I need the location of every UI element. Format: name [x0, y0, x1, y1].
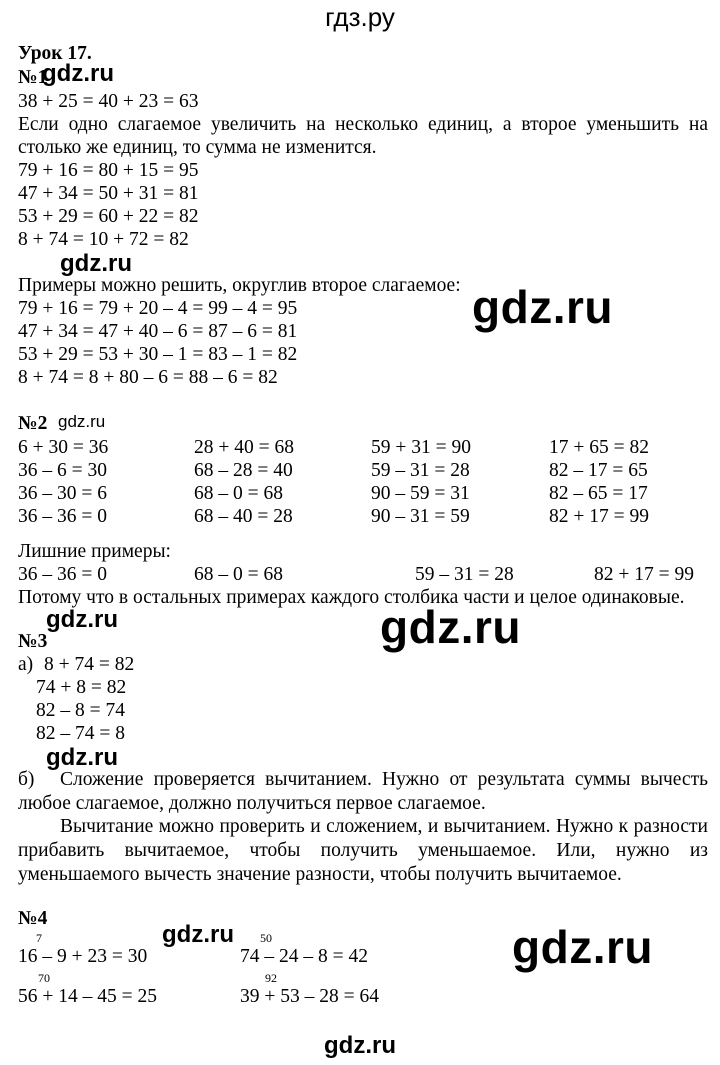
task1-example: 53 + 29 = 60 + 22 = 82 — [18, 206, 199, 227]
task4-number: №4 — [18, 908, 48, 929]
task2-reason: Потому что в остальных примерах каждого столбика части и целое одинаковые. — [18, 587, 685, 608]
task2-cell: 59 – 31 = 28 — [371, 460, 470, 481]
task4-sup: 50 — [260, 931, 272, 945]
task3-a-line: 8 + 74 = 82 — [44, 654, 135, 675]
task1-rule-line1: Если одно слагаемое увеличить на несколько единиц, а второе уменьшить на — [18, 114, 708, 135]
task1-example: 8 + 74 = 10 + 72 = 82 — [18, 229, 189, 250]
task1-rounded: 79 + 16 = 79 + 20 – 4 = 99 – 4 = 95 — [18, 298, 298, 319]
task2-cell: 36 – 6 = 30 — [18, 460, 107, 481]
task1-example: 47 + 34 = 50 + 31 = 81 — [18, 183, 199, 204]
task1-rounded: 47 + 34 = 47 + 40 – 6 = 87 – 6 = 81 — [18, 321, 298, 342]
task3-b-para2: Вычитание можно проверить и сложением, и вычитанием. Нужно к разности прибавить вычитаемое, чтобы получить уменьшаемое. Или, нужно из уменьшаемого вычесть значение разности, чтобы получить вычитаемое. — [18, 816, 708, 885]
watermark: gdz.ru — [42, 60, 114, 87]
task4-expr: 16 – 9 + 23 = 30 — [18, 946, 148, 967]
task1-example: 79 + 16 = 80 + 15 = 95 — [18, 160, 199, 181]
task2-cell: 68 – 40 = 28 — [194, 506, 293, 527]
task4-expr: 56 + 14 – 45 = 25 — [18, 986, 157, 1007]
task2-cell: 68 – 28 = 40 — [194, 460, 293, 481]
task2-cell: 82 – 65 = 17 — [549, 483, 648, 504]
task3-a-line: 82 – 8 = 74 — [36, 700, 125, 721]
task2-extra: 36 – 36 = 0 — [18, 564, 107, 585]
task3-a-line: 74 + 8 = 82 — [36, 677, 127, 698]
task3-number: №3 — [18, 631, 48, 652]
task2-cell: 17 + 65 = 82 — [549, 437, 649, 458]
watermark-footer: gdz.ru — [324, 1032, 396, 1059]
task2-cell: 28 + 40 = 68 — [194, 437, 294, 458]
task2-cell: 82 + 17 = 99 — [549, 506, 649, 527]
watermark-large: gdz.ru — [472, 281, 613, 333]
task2-cell: 59 + 31 = 90 — [371, 437, 471, 458]
task4-sup: 7 — [36, 931, 42, 945]
task1-rule-line2: столько же единиц, то сумма не изменится. — [18, 137, 377, 158]
watermark: gdz.ru — [162, 921, 234, 948]
task1-rounded: 53 + 29 = 53 + 30 – 1 = 83 – 1 = 82 — [18, 344, 298, 365]
task4-sup: 70 — [38, 971, 50, 985]
task2-extra: 82 + 17 = 99 — [594, 564, 694, 585]
task2-cell: 68 – 0 = 68 — [194, 483, 283, 504]
watermark-tiny: gdz.ru — [58, 412, 106, 431]
task2-number: №2 — [18, 413, 48, 434]
watermark-large: gdz.ru — [380, 601, 521, 653]
task2-extra-label: Лишние примеры: — [18, 541, 171, 562]
task3-b-label: б) — [18, 769, 35, 790]
lesson-title: Урок 17. — [18, 43, 92, 64]
task1-note: Примеры можно решить, округлив второе слагаемое: — [18, 275, 461, 296]
task3-b-para1: Сложение проверяется вычитанием. Нужно от результата суммы вычесть любое слагаемое, должно получиться первое слагаемое. — [18, 769, 708, 814]
task2-cell: 90 – 59 = 31 — [371, 483, 470, 504]
task2-cell: 36 – 30 = 6 — [18, 483, 107, 504]
task3-a-line: 82 – 74 = 8 — [36, 723, 125, 744]
task2-extra: 68 – 0 = 68 — [194, 564, 283, 585]
task1-first-line: 38 + 25 = 40 + 23 = 63 — [18, 91, 199, 112]
task2-extra: 59 – 31 = 28 — [415, 564, 514, 585]
task2-cell: 36 – 36 = 0 — [18, 506, 107, 527]
task3-a-label: а) — [18, 654, 34, 675]
watermark: gdz.ru — [46, 744, 118, 771]
task1-rounded: 8 + 74 = 8 + 80 – 6 = 88 – 6 = 82 — [18, 367, 278, 388]
watermark: gdz.ru — [46, 606, 118, 633]
task2-cell: 90 – 31 = 59 — [371, 506, 470, 527]
watermark-large: gdz.ru — [512, 921, 653, 973]
task4-sup: 92 — [265, 971, 277, 985]
site-header: гдз.ру — [325, 2, 395, 32]
task2-cell: 6 + 30 = 36 — [18, 437, 109, 458]
task4-expr: 74 – 24 – 8 = 42 — [240, 946, 368, 967]
task2-cell: 82 – 17 = 65 — [549, 460, 648, 481]
task1-number: №1 — [18, 67, 48, 88]
watermark: gdz.ru — [60, 250, 132, 277]
task4-expr: 39 + 53 – 28 = 64 — [240, 986, 379, 1007]
